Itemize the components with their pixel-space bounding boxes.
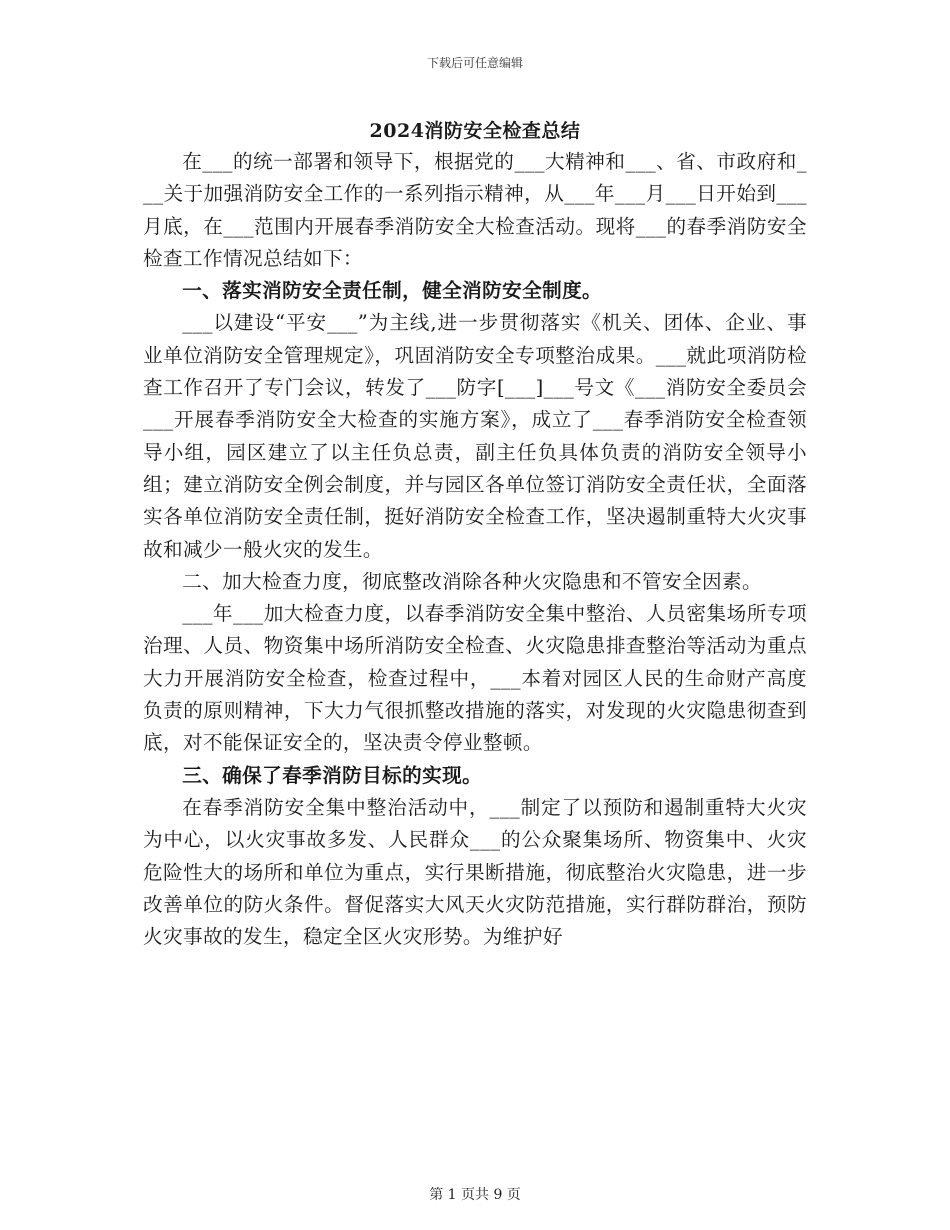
document-body [143, 146, 807, 953]
header-note: 下载后可任意编辑 [426, 56, 523, 70]
paragraph-intro: 在___的统一部署和领导下，根据党的___大精神和___、省、市政府和___关于加强消防安全工作的一系列指示精神，从___年___月___日开始到___月底，在___范围内开展春季消防安全大检查活动。现将___的春季消防安全检查工作情况总结如下： [143, 150, 807, 270]
paragraph-section-2: ___年___加大检查力度，以春季消防安全集中整治、人员密集场所专项治理、人员、物资集中场所消防安全检查、火灾隐患排查整治等活动为重点大力开展消防安全检查，检查过程中，___本着对园区人民的生命财产高度负责的原则精神，下大力气很抓整改措施的落实，对发现的火灾隐患彻查到底，对不能保证安全的，坚决责令停业整顿。 [143, 602, 807, 755]
page-number: 第 1 页共 9 页 [429, 1187, 521, 1203]
paragraph-section-1: ___以建设“平安___”为主线,进一步贯彻落实《机关、团体、企业、事业单位消防安全管理规定》，巩固消防安全专项整治成果。___就此项消防检查工作召开了专门会议，转发了___防字[___]___号文《___消防安全委员会___开展春季消防安全大检查的实施方案》，成立了___春季消防安全检查领导小组，园区建立了以主任负总责，副主任负具体负责的消防安全领导小组；建立消防安全例会制度，并与园区各单位签订消防安全责任状，全面落实各单位消防安全责任制，挺好消防安全检查工作，坚决遏制重特大火灾事故和减少一般火灾的发生。 [143, 311, 807, 561]
section-heading-2: 二、加大检查力度，彻底整改消除各种火灾隐患和不管安全因素。 [182, 569, 763, 593]
section-heading-3: 三、确保了春季消防目标的实现。 [182, 763, 483, 787]
paragraph-section-3: 在春季消防安全集中整治活动中，___制定了以预防和遏制重特大火灾为中心，以火灾事故多发、人民群众___的公众聚集场所、物资集中、火灾危险性大的场所和单位为重点，实行果断措施，彻底整治火灾隐患，进一步改善单位的防火条件。督促落实大风天火灾防范措施，实行群防群治，预防火灾事故的发生，稳定全区火灾形势。为维护好 [143, 795, 807, 949]
document-title: 2024消防安全检查总结 [369, 120, 581, 142]
section-heading-1: 一、落实消防安全责任制，健全消防安全制度。 [182, 279, 603, 303]
